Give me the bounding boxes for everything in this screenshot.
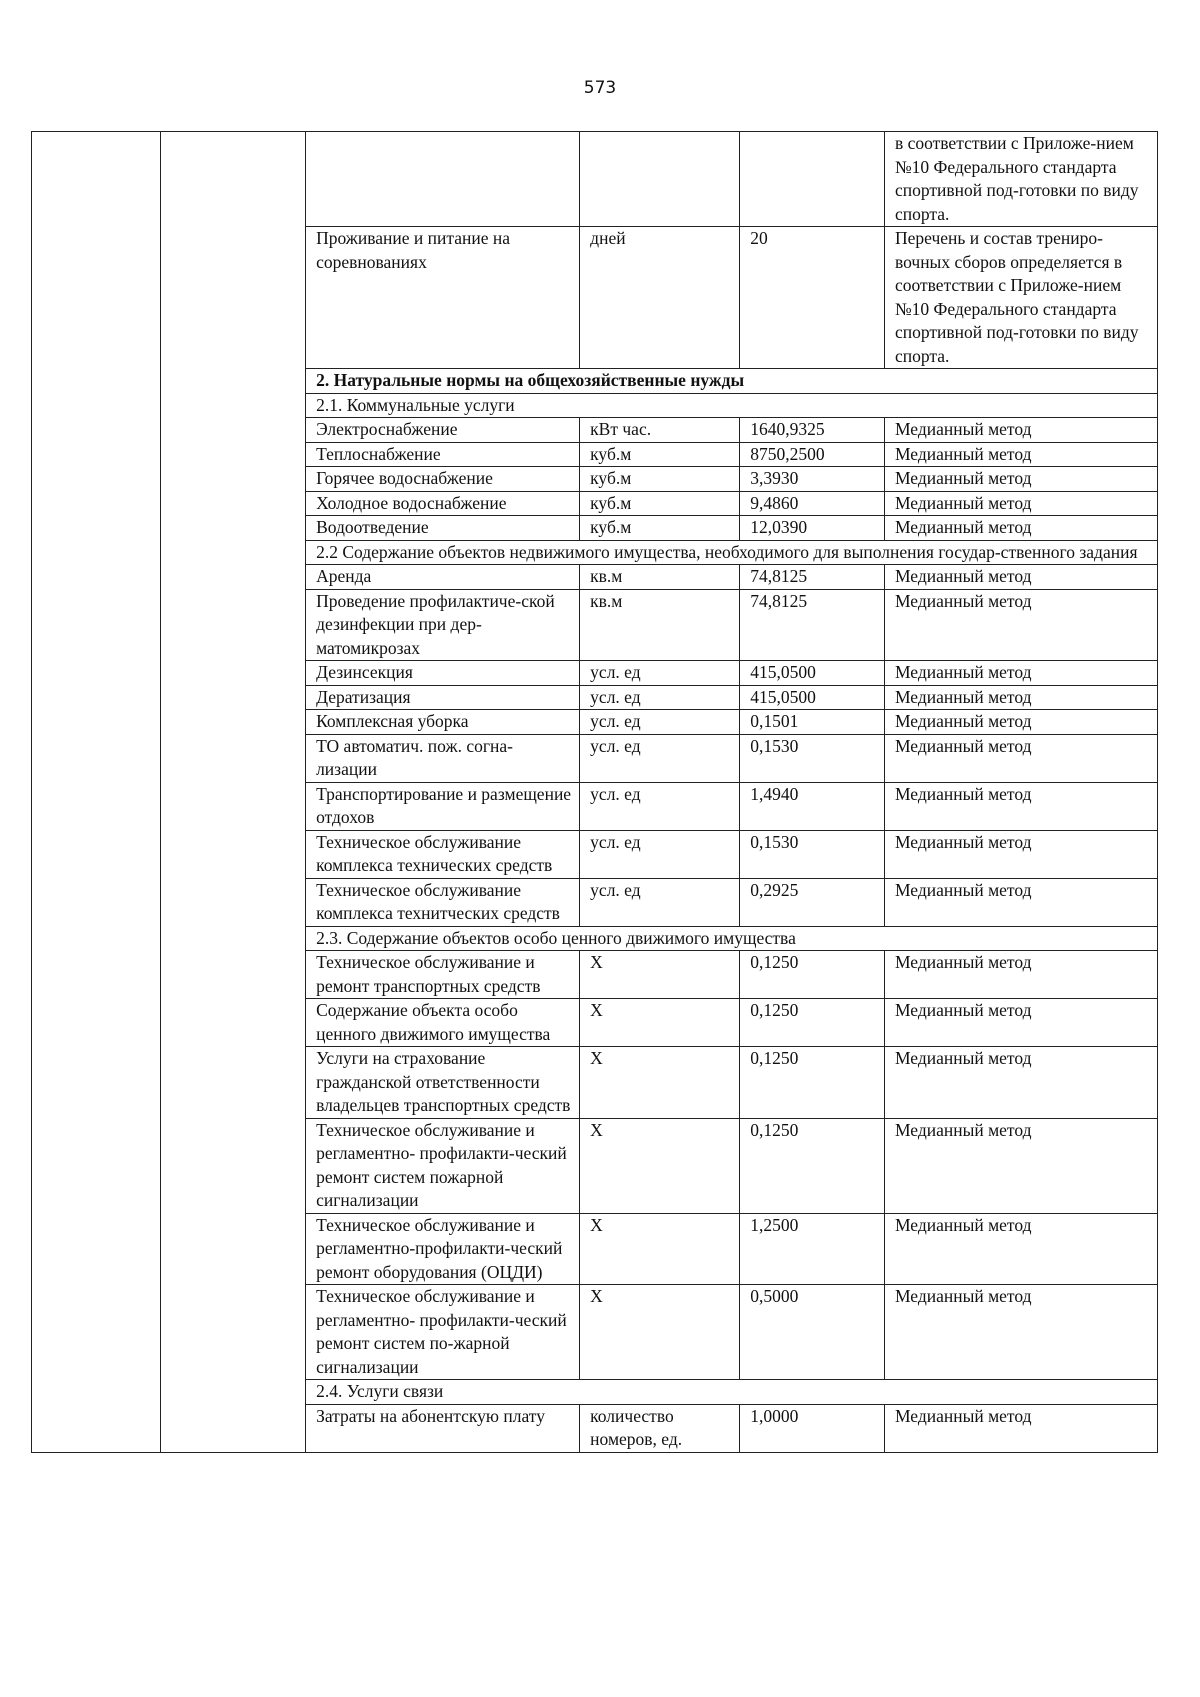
row-unit: усл. ед [580, 710, 740, 735]
row-note: в соответствии с Приложе-нием №10 Федерального стандарта спортивной под-готовки по виду спорта. [884, 132, 1157, 227]
row-name: Затраты на абонентскую плату [306, 1404, 580, 1452]
row-value: 415,0500 [740, 685, 885, 710]
row-unit: X [580, 1285, 740, 1380]
row-value: 0,1530 [740, 830, 885, 878]
row-unit: усл. ед [580, 782, 740, 830]
row-value: 1640,9325 [740, 418, 885, 443]
row-value: 9,4860 [740, 491, 885, 516]
blank-column-2 [161, 132, 306, 1453]
row-note: Медианный метод [884, 467, 1157, 492]
row-name: Техническое обслуживание комплекса технитческих средств [306, 878, 580, 926]
row-value: 8750,2500 [740, 442, 885, 467]
table-row [32, 132, 1158, 227]
row-note: Медианный метод [884, 1213, 1157, 1285]
row-note: Медианный метод [884, 491, 1157, 516]
row-name: Дератизация [306, 685, 580, 710]
row-note: Перечень и состав трениро-вочных сборов определяется в соответствии с Приложе-нием №10 Федерального стандарта спортивной под-готовки по виду спорта. [884, 227, 1157, 369]
row-name: Проведение профилактиче-ской дезинфекции при дер-матомикрозах [306, 589, 580, 661]
row-value: 0,1250 [740, 999, 885, 1047]
row-name: Комплексная уборка [306, 710, 580, 735]
row-value: 74,8125 [740, 565, 885, 590]
row-unit: дней [580, 227, 740, 369]
row-unit: X [580, 1047, 740, 1119]
row-value: 20 [740, 227, 885, 369]
row-name: ТО автоматич. пож. согна-лизации [306, 734, 580, 782]
row-note: Медианный метод [884, 661, 1157, 686]
row-name: Техническое обслуживание комплекса технических средств [306, 830, 580, 878]
row-note: Медианный метод [884, 782, 1157, 830]
row-name: Техническое обслуживание и регламентно- профилакти-ческий ремонт систем пожарной сигнализации [306, 1118, 580, 1213]
row-unit: X [580, 999, 740, 1047]
row-value: 415,0500 [740, 661, 885, 686]
row-note: Медианный метод [884, 1118, 1157, 1213]
row-value: 12,0390 [740, 516, 885, 541]
row-value [740, 132, 885, 227]
row-name: Транспортирование и размещение отдохов [306, 782, 580, 830]
subsection-2-3-title: 2.3. Содержание объектов особо ценного движимого имущества [306, 926, 1158, 951]
row-unit: X [580, 1213, 740, 1285]
row-name [306, 132, 580, 227]
row-value: 1,4940 [740, 782, 885, 830]
row-value: 1,2500 [740, 1213, 885, 1285]
row-note: Медианный метод [884, 1047, 1157, 1119]
subsection-2-1-title: 2.1. Коммунальные услуги [306, 393, 1158, 418]
row-note: Медианный метод [884, 951, 1157, 999]
row-note: Медианный метод [884, 516, 1157, 541]
row-unit: количество номеров, ед. [580, 1404, 740, 1452]
row-unit: куб.м [580, 516, 740, 541]
row-note: Медианный метод [884, 999, 1157, 1047]
row-name: Содержание объекта особо ценного движимого имущества [306, 999, 580, 1047]
row-unit [580, 132, 740, 227]
row-unit: куб.м [580, 467, 740, 492]
row-name: Техническое обслуживание и регламентно-профилакти-ческий ремонт оборудования (ОЦДИ) [306, 1213, 580, 1285]
row-name: Водоотведение [306, 516, 580, 541]
row-value: 0,5000 [740, 1285, 885, 1380]
row-name: Электроснабжение [306, 418, 580, 443]
row-value: 1,0000 [740, 1404, 885, 1452]
page-number: 573 [583, 78, 617, 98]
row-unit: X [580, 1118, 740, 1213]
row-name: Аренда [306, 565, 580, 590]
row-note: Медианный метод [884, 710, 1157, 735]
row-note: Медианный метод [884, 589, 1157, 661]
row-unit: кВт час. [580, 418, 740, 443]
row-note: Медианный метод [884, 1404, 1157, 1452]
row-unit: усл. ед [580, 685, 740, 710]
row-unit: куб.м [580, 442, 740, 467]
row-unit: усл. ед [580, 830, 740, 878]
row-note: Медианный метод [884, 685, 1157, 710]
row-note: Медианный метод [884, 565, 1157, 590]
blank-column-1 [32, 132, 161, 1453]
row-unit: кв.м [580, 565, 740, 590]
row-note: Медианный метод [884, 418, 1157, 443]
row-value: 0,2925 [740, 878, 885, 926]
norms-table [31, 131, 1158, 1453]
row-name: Холодное водоснабжение [306, 491, 580, 516]
row-unit: усл. ед [580, 878, 740, 926]
row-note: Медианный метод [884, 1285, 1157, 1380]
row-unit: куб.м [580, 491, 740, 516]
row-unit: кв.м [580, 589, 740, 661]
section-2-title: 2. Натуральные нормы на общехозяйственные нужды [306, 369, 1158, 394]
row-value: 0,1501 [740, 710, 885, 735]
subsection-2-4-title: 2.4. Услуги связи [306, 1380, 1158, 1405]
row-name: Теплоснабжение [306, 442, 580, 467]
subsection-2-2-title: 2.2 Содержание объектов недвижимого имущества, необходимого для выполнения государ-ственного задания [306, 540, 1158, 565]
row-note: Медианный метод [884, 878, 1157, 926]
row-name: Услуги на страхование гражданской ответственности владельцев транспортных средств [306, 1047, 580, 1119]
row-unit: X [580, 951, 740, 999]
row-name: Горячее водоснабжение [306, 467, 580, 492]
row-unit: усл. ед [580, 734, 740, 782]
row-value: 0,1250 [740, 1118, 885, 1213]
row-unit: усл. ед [580, 661, 740, 686]
row-value: 0,1530 [740, 734, 885, 782]
row-note: Медианный метод [884, 830, 1157, 878]
row-name: Техническое обслуживание и ремонт транспортных средств [306, 951, 580, 999]
row-name: Техническое обслуживание и регламентно- профилакти-ческий ремонт систем по-жарной сигнализации [306, 1285, 580, 1380]
row-name: Дезинсекция [306, 661, 580, 686]
row-value: 3,3930 [740, 467, 885, 492]
row-name: Проживание и питание на соревнованиях [306, 227, 580, 369]
row-note: Медианный метод [884, 734, 1157, 782]
row-value: 0,1250 [740, 1047, 885, 1119]
row-value: 74,8125 [740, 589, 885, 661]
row-value: 0,1250 [740, 951, 885, 999]
row-note: Медианный метод [884, 442, 1157, 467]
